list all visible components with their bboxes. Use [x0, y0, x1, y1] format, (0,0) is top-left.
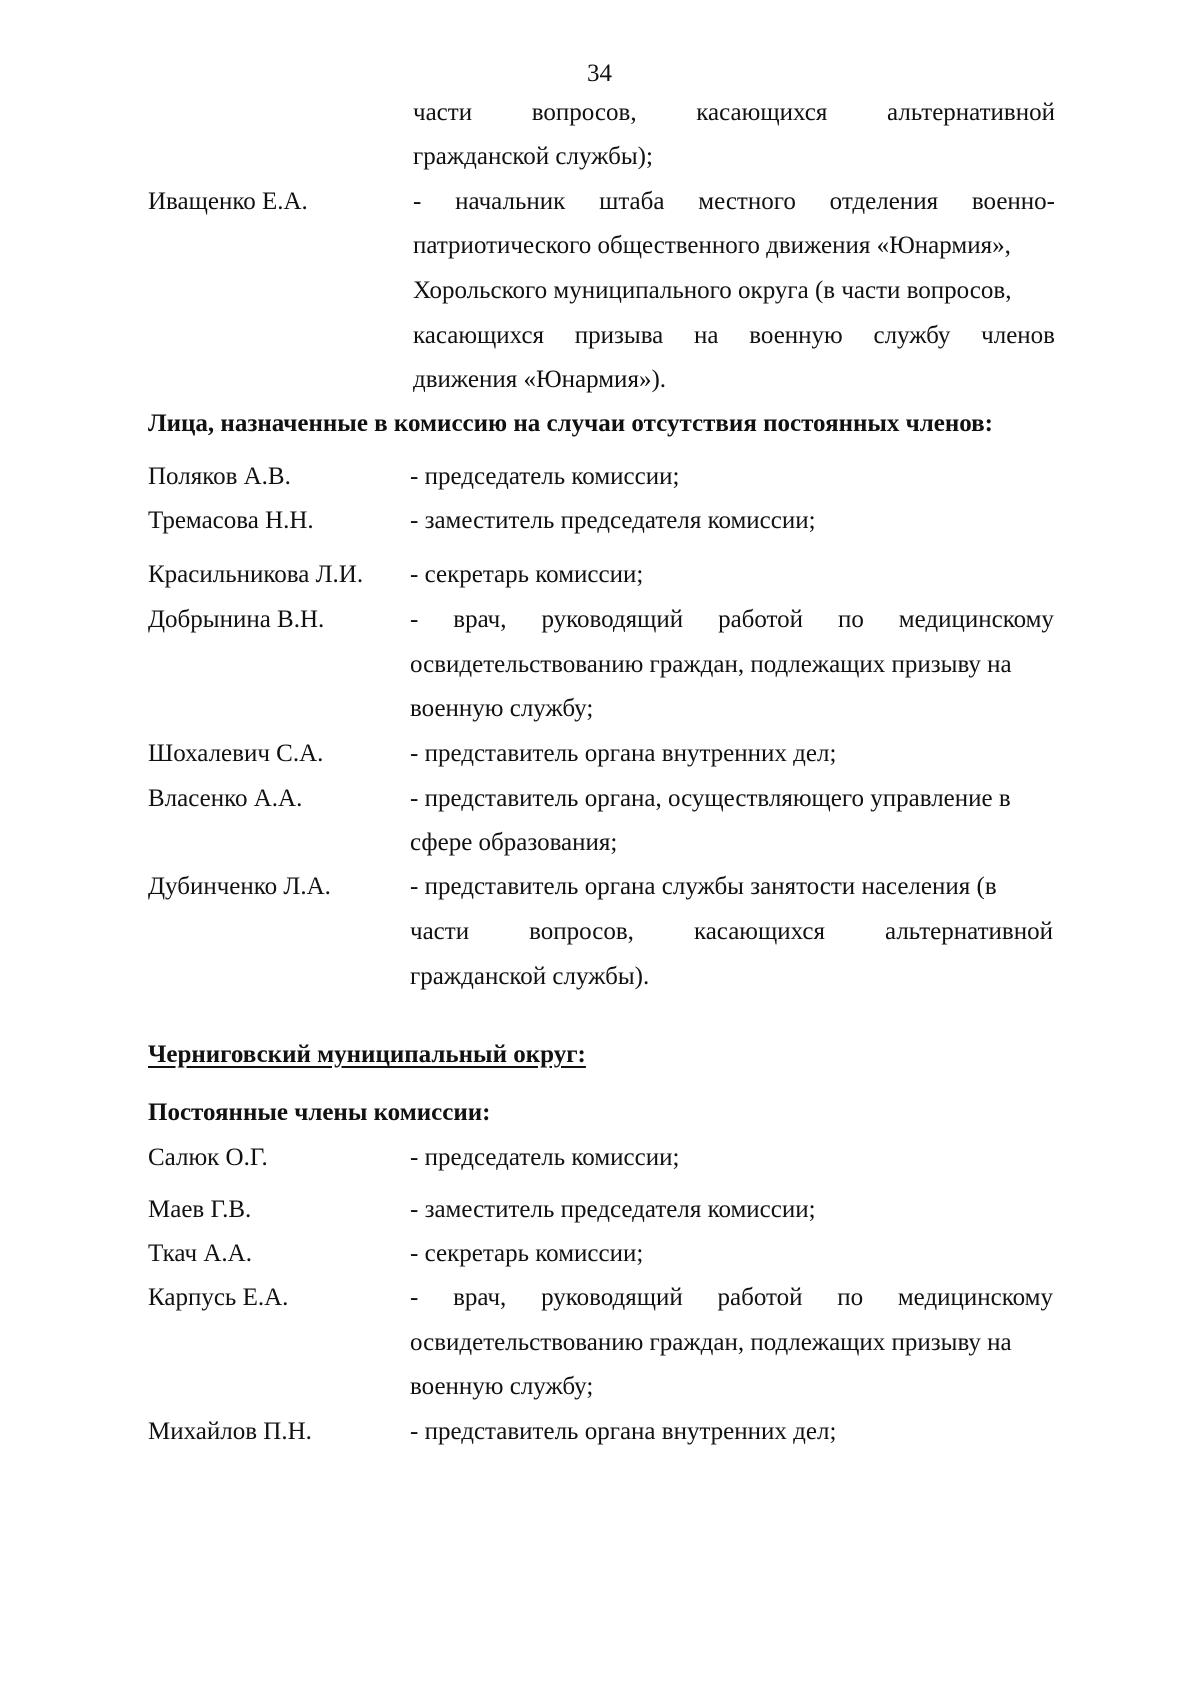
- word: военную: [749, 322, 843, 349]
- word: медицинскому: [897, 1284, 1053, 1311]
- word: медицинскому: [898, 606, 1054, 633]
- word: членов: [981, 322, 1055, 349]
- word: военно-: [971, 188, 1055, 215]
- member-role-line-1: [410, 1284, 1053, 1312]
- word: врач,: [453, 1284, 507, 1311]
- word: вопросов,: [531, 99, 637, 126]
- word: врач,: [453, 606, 507, 633]
- continuation-line-1: [413, 99, 1055, 127]
- member-name: Красильникова Л.И.: [148, 561, 364, 588]
- member-role-line-1: - представитель органа, осуществляющего управление в: [410, 785, 1011, 812]
- member-role-line-2: патриотического общественного движения «Юнармия»,: [413, 232, 1011, 259]
- member-name: Добрынина В.Н.: [148, 606, 325, 633]
- member-role: - председатель комиссии;: [410, 1144, 680, 1171]
- word: части: [413, 99, 473, 126]
- word: -: [410, 1284, 419, 1311]
- member-name: Дубинченко Л.А.: [148, 873, 331, 900]
- word: призыва: [574, 322, 664, 349]
- member-role: - представитель органа внутренних дел;: [410, 1418, 837, 1445]
- continuation-line-2: гражданской службы);: [413, 143, 653, 170]
- word: штаба: [599, 188, 665, 215]
- member-role-line-3: Хорольского муниципального округа (в части вопросов,: [413, 277, 1012, 304]
- word: -: [410, 606, 419, 633]
- word: начальник: [455, 188, 566, 215]
- word: части: [410, 918, 470, 945]
- member-name: Тремасова Н.Н.: [148, 507, 314, 534]
- permanent-heading: Постоянные члены комиссии:: [148, 1099, 491, 1126]
- member-role: - заместитель председателя комиссии;: [410, 1196, 816, 1223]
- member-name: Салюк О.Г.: [148, 1144, 268, 1171]
- member-role-line-2: освидетельствованию граждан, подлежащих призыву на: [410, 1329, 1012, 1356]
- word: работой: [718, 606, 804, 633]
- word: по: [837, 606, 864, 633]
- word: на: [694, 322, 719, 349]
- member-role: - заместитель председателя комиссии;: [410, 507, 816, 534]
- member-role-line-1: [410, 606, 1054, 634]
- member-role-line-3: военную службу;: [410, 695, 594, 722]
- word: местного: [698, 188, 796, 215]
- word: службу: [873, 322, 951, 349]
- substitutes-heading: Лица, назначенные в комиссию на случаи отсутствия постоянных членов:: [148, 410, 993, 437]
- word: касающихся: [413, 322, 545, 349]
- word: отделения: [829, 188, 939, 215]
- member-role-line-5: движения «Юнармия»).: [413, 366, 667, 393]
- member-name: Поляков А.В.: [148, 463, 291, 490]
- member-role-line-2: сфере образования;: [410, 829, 618, 856]
- member-role-line-3: гражданской службы).: [410, 963, 650, 990]
- member-role-line-2: [410, 918, 1053, 946]
- word: руководящий: [541, 1284, 683, 1311]
- member-name: Власенко А.А.: [148, 785, 303, 812]
- member-name: Ткач А.А.: [148, 1240, 252, 1267]
- district-heading: Черниговский муниципальный округ:: [148, 1041, 586, 1068]
- member-role: - секретарь комиссии;: [410, 561, 644, 588]
- member-role-line-1: [413, 188, 1055, 216]
- member-role-line-4: [413, 322, 1055, 350]
- word: касающихся: [696, 99, 828, 126]
- page-number: 34: [587, 60, 612, 87]
- member-role: - секретарь комиссии;: [410, 1240, 644, 1267]
- word: альтернативной: [887, 99, 1055, 126]
- word: работой: [717, 1284, 803, 1311]
- member-name: Карпусь Е.А.: [148, 1284, 289, 1311]
- member-name: Шохалевич С.А.: [148, 740, 324, 767]
- member-role: - представитель органа внутренних дел;: [410, 740, 837, 767]
- member-role-line-1: - представитель органа службы занятости населения (в: [410, 873, 997, 900]
- word: вопросов,: [529, 918, 634, 945]
- word: касающихся: [693, 918, 825, 945]
- word: альтернативной: [885, 918, 1053, 945]
- member-name: Иващенко Е.А.: [148, 188, 308, 215]
- member-name: Михайлов П.Н.: [148, 1418, 312, 1445]
- word: -: [413, 188, 422, 215]
- member-role-line-3: военную службу;: [410, 1373, 594, 1400]
- member-name: Маев Г.В.: [148, 1196, 252, 1223]
- word: по: [837, 1284, 864, 1311]
- member-role: - председатель комиссии;: [410, 463, 680, 490]
- member-role-line-2: освидетельствованию граждан, подлежащих призыву на: [410, 651, 1012, 678]
- word: руководящий: [541, 606, 684, 633]
